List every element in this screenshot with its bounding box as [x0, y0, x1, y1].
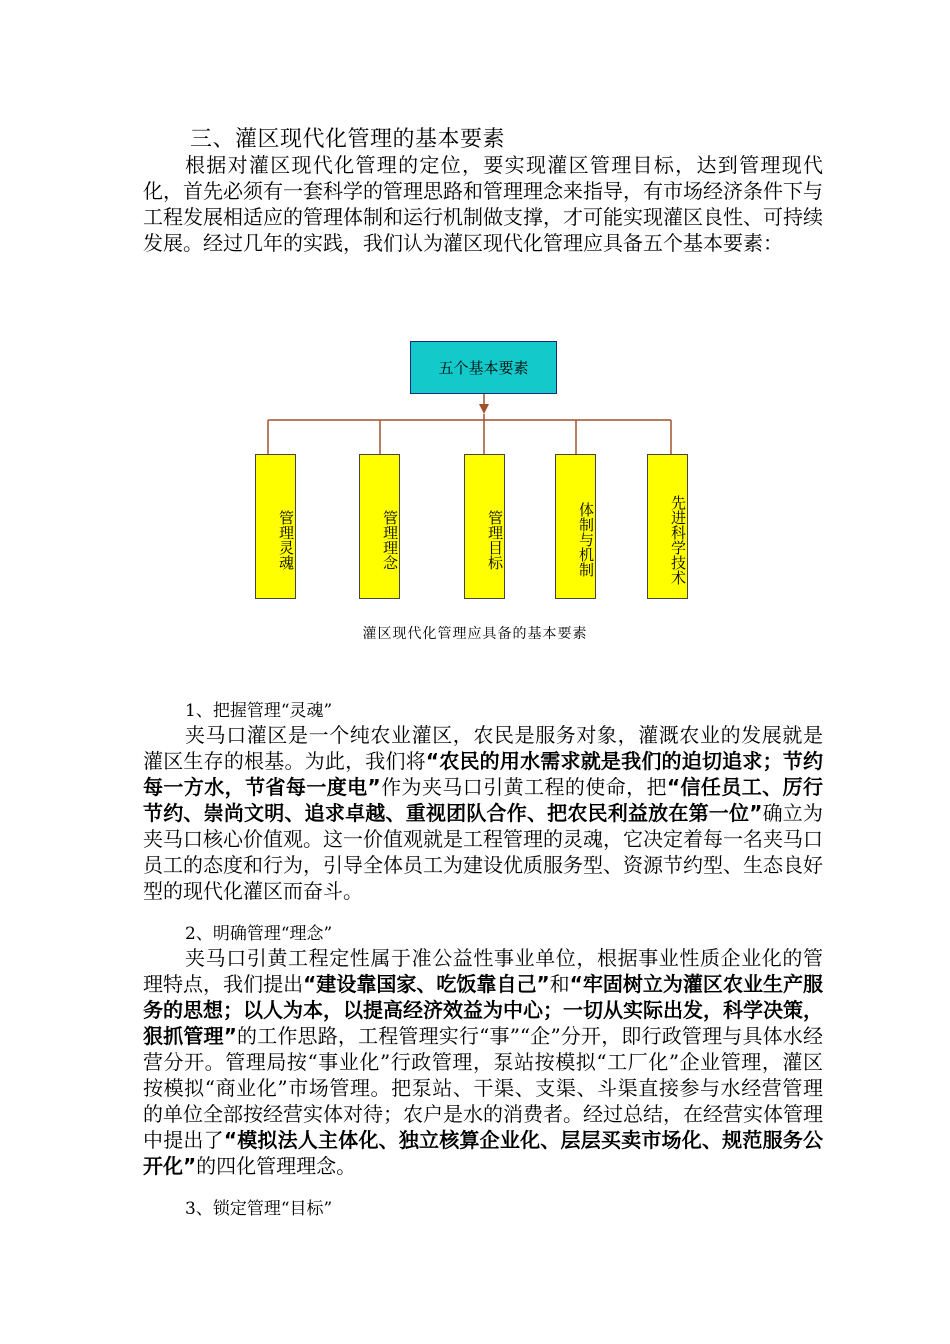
connector-arrowhead — [479, 404, 489, 414]
leaf-label: 体制与机制 — [577, 502, 595, 577]
emphasis-values: “信任员工、厉行节约、崇尚文明、追求卓越、重视团队合作、把农民利益放在第一位” — [143, 775, 824, 825]
diagram-leaf-system-mechanism — [555, 454, 596, 599]
diagram-caption: 灌区现代化管理应具备的基本要素 — [362, 626, 588, 642]
diagram-leaf-management-goal — [464, 454, 505, 599]
section-2-title: 2、明确管理“理念” — [185, 924, 333, 944]
diagram-leaf-advanced-technology — [647, 454, 688, 599]
diagram-leaf-management-concept — [359, 454, 400, 599]
leaf-label: 先进科学技术 — [669, 494, 687, 585]
section-1-title: 1、把握管理“灵魂” — [185, 701, 333, 721]
emphasis-slogan: “建设靠国家、吃饭靠自己” — [303, 972, 550, 996]
section-heading: 三、灌区现代化管理的基本要素 — [190, 127, 506, 152]
diagram-root-box: 五个基本要素 — [410, 341, 557, 394]
section-3-title: 3、锁定管理“目标” — [185, 1199, 333, 1219]
section-1-paragraph: 夹马口灌区是一个纯农业灌区，农民是服务对象，灌溉农业的发展就是灌区生存的根基。为此，我们将“农民的用水需求就是我们的迫切追求；节约每一方水，节省每一度电”作为夹马口引黄工程的使命，把“信任员工、厉行节约、崇尚文明、追求卓越、重视团队合作、把农民利益放在第一位”确立为夹马口核心价值观。这一价值观就是工程管理的灵魂，它决定着每一名夹马口员工的态度和行为，引导全体员工为建设优质服务型、资源节约型、生态良好型的现代化灌区而奋斗。 — [143, 723, 824, 903]
section-2-paragraph: 夹马口引黄工程定性属于准公益性事业单位，根据事业性质企业化的管理特点，我们提出“建设靠国家、吃饭靠自己”和“牢固树立为灌区农业生产服务的思想；以人为本，以提高经济效益为中心；一切从实际出发，科学决策，狠抓管理”的工作思路，工程管理实行“事”“企”分开，即行政管理与具体水经营分开。管理局按“事业化”行政管理，泵站按模拟“工厂化”企业管理，灌区按模拟“商业化”市场管理。把泵站、干渠、支渠、斗渠直接参与水经营管理的单位全部按经营实体对待；农户是水的消费者。经过总结，在经营实体管理中提出了“模拟法人主体化、独立核算企业化、层层买卖市场化、规范服务公开化”的四化管理理念。 — [143, 946, 824, 1178]
diagram-leaf-management-soul — [255, 454, 296, 599]
emphasis-work-thinking: “牢固树立为灌区农业生产服务的思想；以人为本，以提高经济效益为中心；一切从实际出发，科学决策，狠抓管理” — [143, 972, 824, 1048]
leaf-label: 管理理念 — [381, 509, 399, 570]
emphasis-mission: “农民的用水需求就是我们的迫切追求；节约每一方水，节省每一度电” — [143, 749, 823, 799]
leaf-label: 管理灵魂 — [277, 509, 295, 570]
leaf-label: 管理目标 — [486, 509, 504, 570]
intro-paragraph: 根据对灌区现代化管理的定位，要实现灌区管理目标，达到管理现代化，首先必须有一套科学的管理思路和管理理念来指导，有市场经济条件下与工程发展相适应的管理体制和运行机制做支撑，才可能实现灌区良性、可持续发展。经过几年的实践，我们认为灌区现代化管理应具备五个基本要素： — [143, 153, 823, 255]
emphasis-four-concepts: “模拟法人主体化、独立核算企业化、层层买卖市场化、规范服务公开化” — [143, 1128, 824, 1178]
